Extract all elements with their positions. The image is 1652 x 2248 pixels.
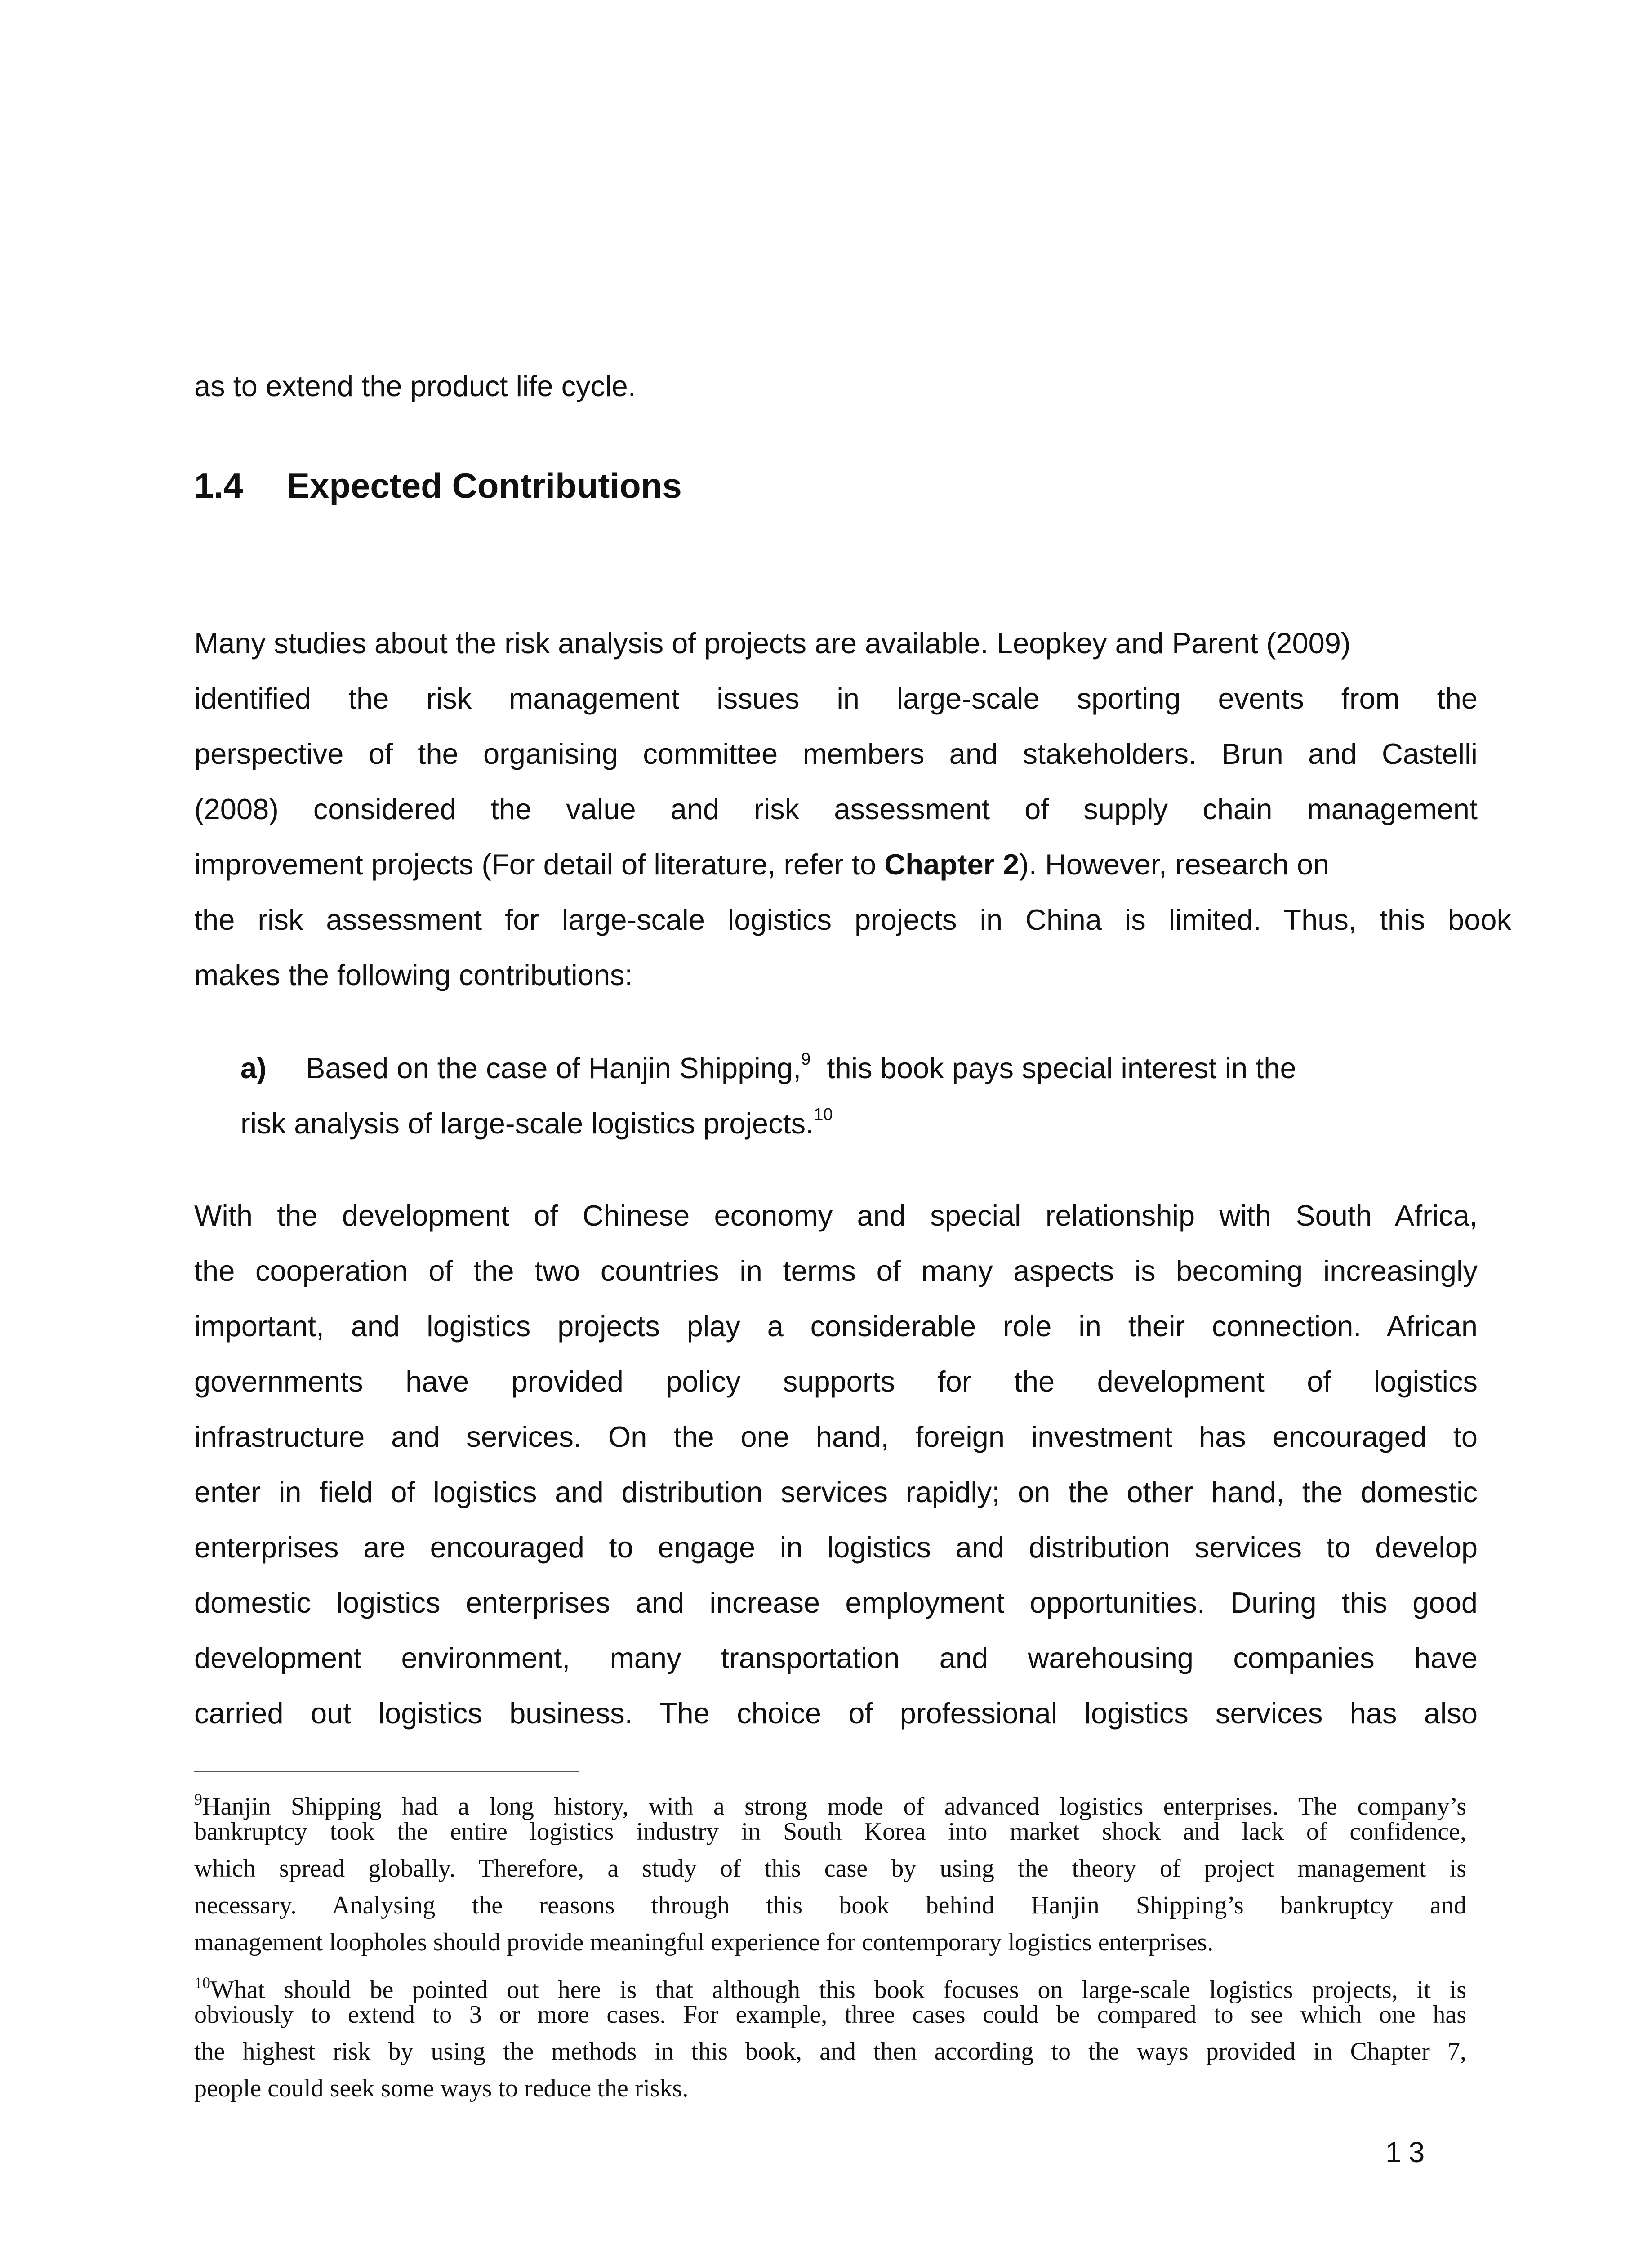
text-line: (2008) considered the value and risk assessment of supply chain management — [194, 793, 1478, 825]
text-span: this book pays special interest in the — [827, 1052, 1296, 1084]
text-line: Many studies about the risk analysis of projects are available. Leopkey and Parent (2009) — [194, 627, 1351, 660]
text-line: makes the following contributions: — [194, 959, 633, 991]
footnote-line: management loopholes should provide meaningful experience for contemporary logistics enterprises. — [194, 1928, 1214, 1956]
chapter-reference: Chapter 2 — [884, 848, 1020, 881]
text-line — [194, 847, 1511, 882]
footnote-line: which spread globally. Therefore, a study of this case by using the theory of project management is — [194, 1855, 1466, 1882]
section-number: 1.4 — [194, 466, 243, 505]
footnote-line: bankruptcy took the entire logistics industry in South Korea into market shock and lack of confidence, — [194, 1818, 1466, 1846]
section-heading — [194, 465, 682, 506]
text-line: infrastructure and services. On the one hand, foreign investment has encouraged to — [194, 1420, 1478, 1453]
text-line: governments have provided policy supports for the development of logistics — [194, 1365, 1478, 1398]
footnote-line: people could seek some ways to reduce the risks. — [194, 2074, 689, 2102]
text-line: the cooperation of the two countries in terms of many aspects is becoming increasingly — [194, 1254, 1478, 1287]
list-item-a-continuation — [240, 1106, 1436, 1141]
text-span: What should be pointed out here is that although this book focuses on large-scale logistics projects, it is — [210, 1976, 1466, 2004]
text-span: improvement projects (For detail of literature, refer to — [194, 848, 877, 881]
text-line: carried out logistics business. The choice of professional logistics services has also — [194, 1697, 1478, 1730]
text-line: identified the risk management issues in large-scale sporting events from the — [194, 682, 1478, 715]
text-line: enter in field of logistics and distribution services rapidly; on the other hand, the domestic — [194, 1476, 1478, 1508]
text-span: Based on the case of Hanjin Shipping, — [306, 1052, 802, 1084]
text-line: enterprises are encouraged to engage in logistics and distribution services to develop — [194, 1531, 1478, 1564]
footnote-line: obviously to extend to 3 or more cases. For example, three cases could be compared to see which one has — [194, 2001, 1466, 2029]
footnote-ref-10: 10 — [814, 1105, 833, 1124]
footnote-separator — [194, 1771, 579, 1772]
text-span: risk analysis of large-scale logistics projects. — [240, 1107, 814, 1140]
list-item-a — [240, 1051, 1436, 1086]
section-title: Expected Contributions — [286, 466, 682, 505]
text-line: perspective of the organising committee members and stakeholders. Brun and Castelli — [194, 737, 1478, 770]
footnote-number: 9 — [194, 1790, 202, 1808]
text-line: domestic logistics enterprises and increase employment opportunities. During this good — [194, 1586, 1478, 1619]
footnote-ref-9: 9 — [801, 1050, 811, 1069]
footnote-line: the highest risk by using the methods in this book, and then according to the ways provided in Chapter 7, — [194, 2038, 1466, 2065]
footnote-line: necessary. Analysing the reasons through this book behind Hanjin Shipping’s bankruptcy and — [194, 1891, 1466, 1919]
list-marker: a) — [240, 1052, 267, 1084]
text-line: development environment, many transportation and warehousing companies have — [194, 1641, 1478, 1674]
text-line: With the development of Chinese economy and special relationship with South Africa, — [194, 1199, 1478, 1232]
text-line: important, and logistics projects play a considerable role in their connection. African — [194, 1310, 1478, 1343]
text-span: Hanjin Shipping had a long history, with a strong mode of advanced logistics enterprises. The company’s — [202, 1793, 1466, 1820]
page-number: 13 — [1385, 2136, 1432, 2168]
footnote-number: 10 — [194, 1974, 210, 1992]
text-line: the risk assessment for large-scale logistics projects in China is limited. Thus, this book — [194, 903, 1511, 936]
text-span: ). However, research on — [1019, 848, 1330, 881]
carryover-line: as to extend the product life cycle. — [194, 370, 636, 402]
